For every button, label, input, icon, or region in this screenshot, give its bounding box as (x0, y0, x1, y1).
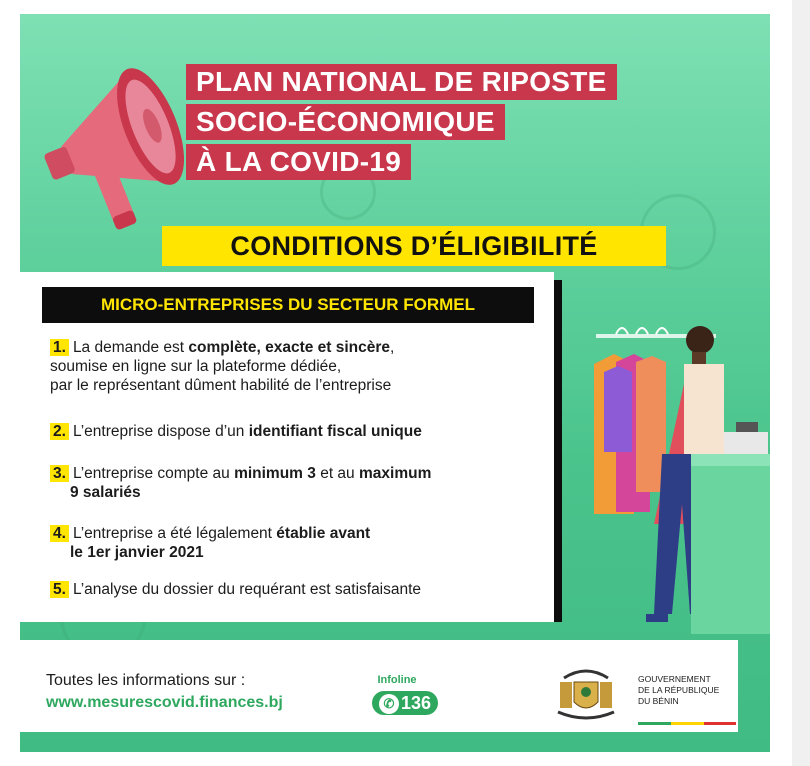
item-number: 2. (50, 423, 69, 440)
list-item: 2. L’entreprise dispose d’un identifiant fiscal unique (50, 422, 422, 441)
list-item: 3. L’entreprise compte au minimum 3 et au maximum 9 salariés (50, 464, 431, 502)
title-line-1: PLAN NATIONAL DE RIPOSTE (186, 64, 617, 100)
item-number: 4. (50, 525, 69, 542)
title-line-2: SOCIO-ÉCONOMIQUE (186, 104, 505, 140)
item-number: 1. (50, 339, 69, 356)
shop-illustration (576, 304, 770, 634)
item-number: 3. (50, 465, 69, 482)
title-line-3: À LA COVID-19 (186, 144, 411, 180)
scrollbar-track[interactable] (792, 0, 810, 766)
info-url[interactable]: www.mesurescovid.finances.bj (46, 694, 283, 711)
card-heading: MICRO-ENTREPRISES DU SECTEUR FORMEL (42, 287, 534, 323)
conditions-title: CONDITIONS D’ÉLIGIBILITÉ (162, 226, 666, 266)
item-number: 5. (50, 581, 69, 598)
infoline-label: Infoline (377, 674, 417, 686)
list-item: 4. L’entreprise a été légalement établie avant le 1er janvier 2021 (50, 524, 370, 562)
government-label: GOUVERNEMENT DE LA RÉPUBLIQUE DU BÉNIN (638, 674, 720, 706)
side-scrollbar-area (772, 0, 810, 766)
coat-of-arms-icon (550, 668, 622, 726)
list-item: 5. L’analyse du dossier du requérant est satisfaisante (50, 580, 421, 599)
eligibility-card (20, 272, 554, 622)
footer-panel (20, 640, 738, 732)
infoline-number: 136 (400, 693, 432, 713)
list-item: 1. La demande est complète, exacte et sincère, soumise en ligne sur la plateforme dédiée, par le représentant dûment habilité de l’entreprise (50, 339, 395, 394)
phone-icon: ✆ (379, 694, 399, 714)
flag-stripe (638, 712, 736, 715)
infoline-badge[interactable] (372, 691, 438, 715)
info-label: Toutes les informations sur : (46, 672, 246, 689)
